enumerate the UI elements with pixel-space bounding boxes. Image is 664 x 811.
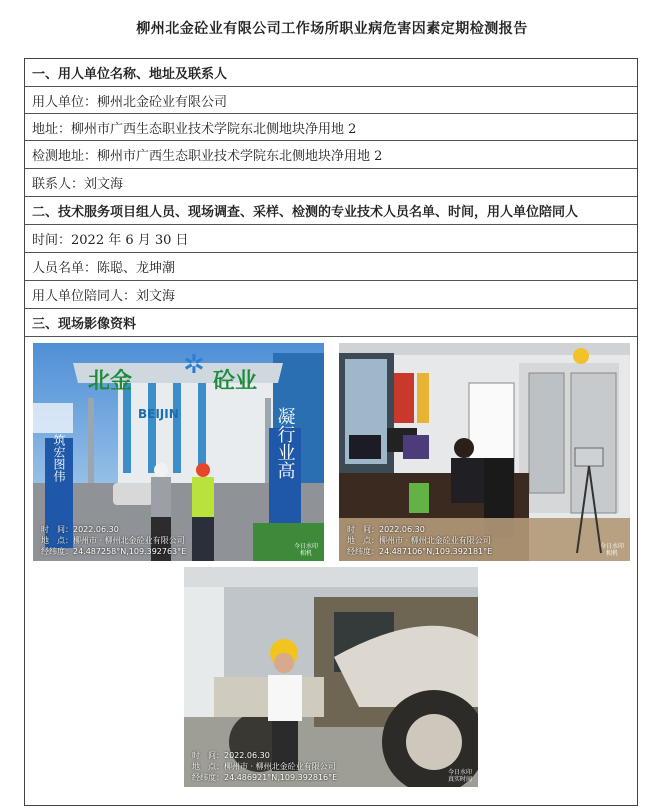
site-photo-gate	[33, 343, 324, 561]
sign-right-text: 砼业	[213, 369, 258, 394]
report-title: 柳州北金砼业有限公司工作场所职业病危害因素定期检测报告	[136, 21, 528, 37]
address-row: 地址：柳州市广西生态职业技术学院东北侧地块净用地 2	[25, 114, 637, 141]
photo-3-watermark	[192, 750, 337, 783]
report-table	[24, 58, 638, 806]
section-1-heading: 一、用人单位名称、地址及联系人	[25, 59, 637, 87]
watermark-time: 时 间：2022.06.30	[192, 751, 270, 760]
photo-2-watermark	[347, 524, 492, 557]
section-3-heading: 三、现场影像资料	[25, 309, 637, 337]
site-photo-office	[339, 343, 630, 561]
banner-left-text: 筑宏图伟	[52, 434, 66, 482]
watermark-coords: 经纬度：24.487106°N,109.392181°E	[347, 547, 493, 556]
staff-row: 人员名单：陈聪、龙坤潮	[25, 253, 637, 281]
banner-right-text: 凝行业高	[274, 407, 296, 479]
site-photo-loader	[184, 567, 478, 787]
time-row: 时间：2022 年 6 月 30 日	[25, 225, 637, 253]
test-address-row: 检测地址：柳州市广西生态职业技术学院东北侧地块净用地 2	[25, 141, 637, 169]
watermark-time: 时 间：2022.06.30	[347, 525, 425, 534]
photo-1-watermark	[41, 524, 186, 557]
sign-en-text: BEIJIN	[138, 407, 179, 421]
watermark-coords: 经纬度：24.486921°N,109.392816°E	[192, 773, 338, 782]
photo-area	[25, 337, 637, 805]
sign-logo-icon: ✲	[183, 350, 205, 380]
watermark-coords: 经纬度：24.487258°N,109.392763°E	[41, 547, 187, 556]
section-2-heading: 二、技术服务项目组人员、现场调查、采样、检测的专业技术人员名单、时间，用人单位陪同人	[25, 197, 637, 225]
sign-top-text: 北金	[88, 369, 133, 394]
watermark-place: 地 点：柳州市 · 柳州北金砼业有限公司	[192, 762, 336, 771]
watermark-stamp: 今日水印 相机	[293, 543, 318, 557]
watermark-place: 地 点：柳州市 · 柳州北金砼业有限公司	[347, 536, 491, 545]
employer-row: 用人单位：柳州北金砼业有限公司	[25, 87, 637, 114]
escort-row: 用人单位陪同人：刘文海	[25, 281, 637, 309]
contact-row: 联系人：刘文海	[25, 169, 637, 197]
watermark-stamp: 今日水印 相机	[599, 543, 624, 557]
watermark-time: 时 间：2022.06.30	[41, 525, 119, 534]
watermark-place: 地 点：柳州市 · 柳州北金砼业有限公司	[41, 536, 185, 545]
watermark-stamp: 今日水印 真实时间	[447, 769, 472, 783]
